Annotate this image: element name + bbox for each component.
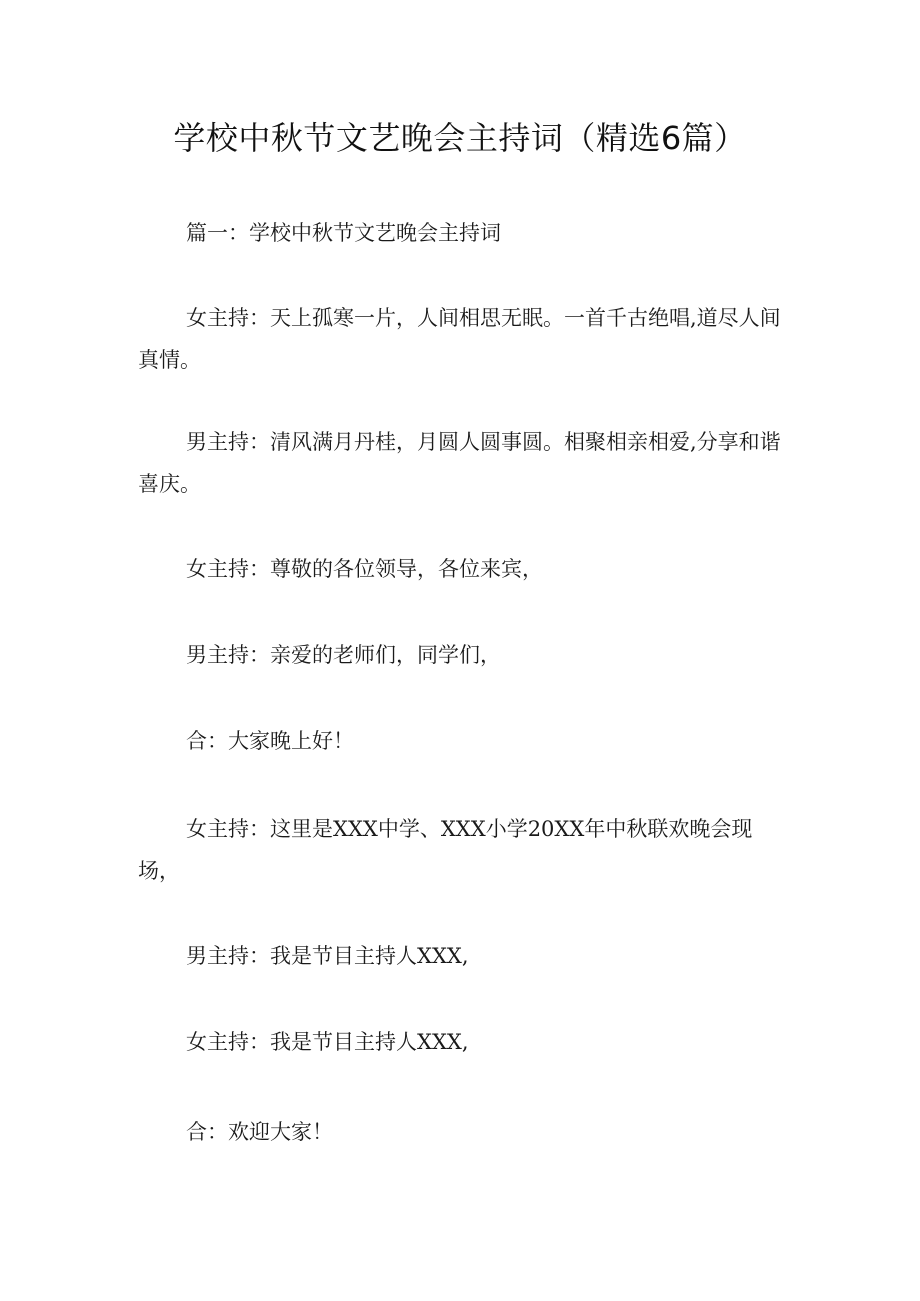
paragraph: 男主持：我是节目主持人XXX, [186,944,469,968]
paragraph: 男主持：亲爱的老师们，同学们， [186,643,501,667]
paragraph: 女主持：尊敬的各位领导，各位来宾， [186,557,543,581]
paragraph: 女主持：这里是XXX中学、XXX小学20XX年中秋联欢晚会现场， [138,817,753,883]
paragraph: 男主持：清风满月丹桂，月圆人圆事圆。相聚相亲相爱,分享和谐喜庆。 [138,430,781,496]
paragraph: 女主持：天上孤寒一片，人间相思无眠。一首千古绝唱,道尽人间真情。 [138,306,781,372]
paragraph: 合：大家晚上好！ [186,729,354,753]
paragraph: 合：欢迎大家！ [186,1120,333,1144]
paragraph: 女主持：我是节目主持人XXX, [186,1030,469,1054]
section-heading: 篇一：学校中秋节文艺晚会主持词 [186,221,501,245]
document-title: 学校中秋节文艺晚会主持词（精选6篇） [173,119,747,157]
